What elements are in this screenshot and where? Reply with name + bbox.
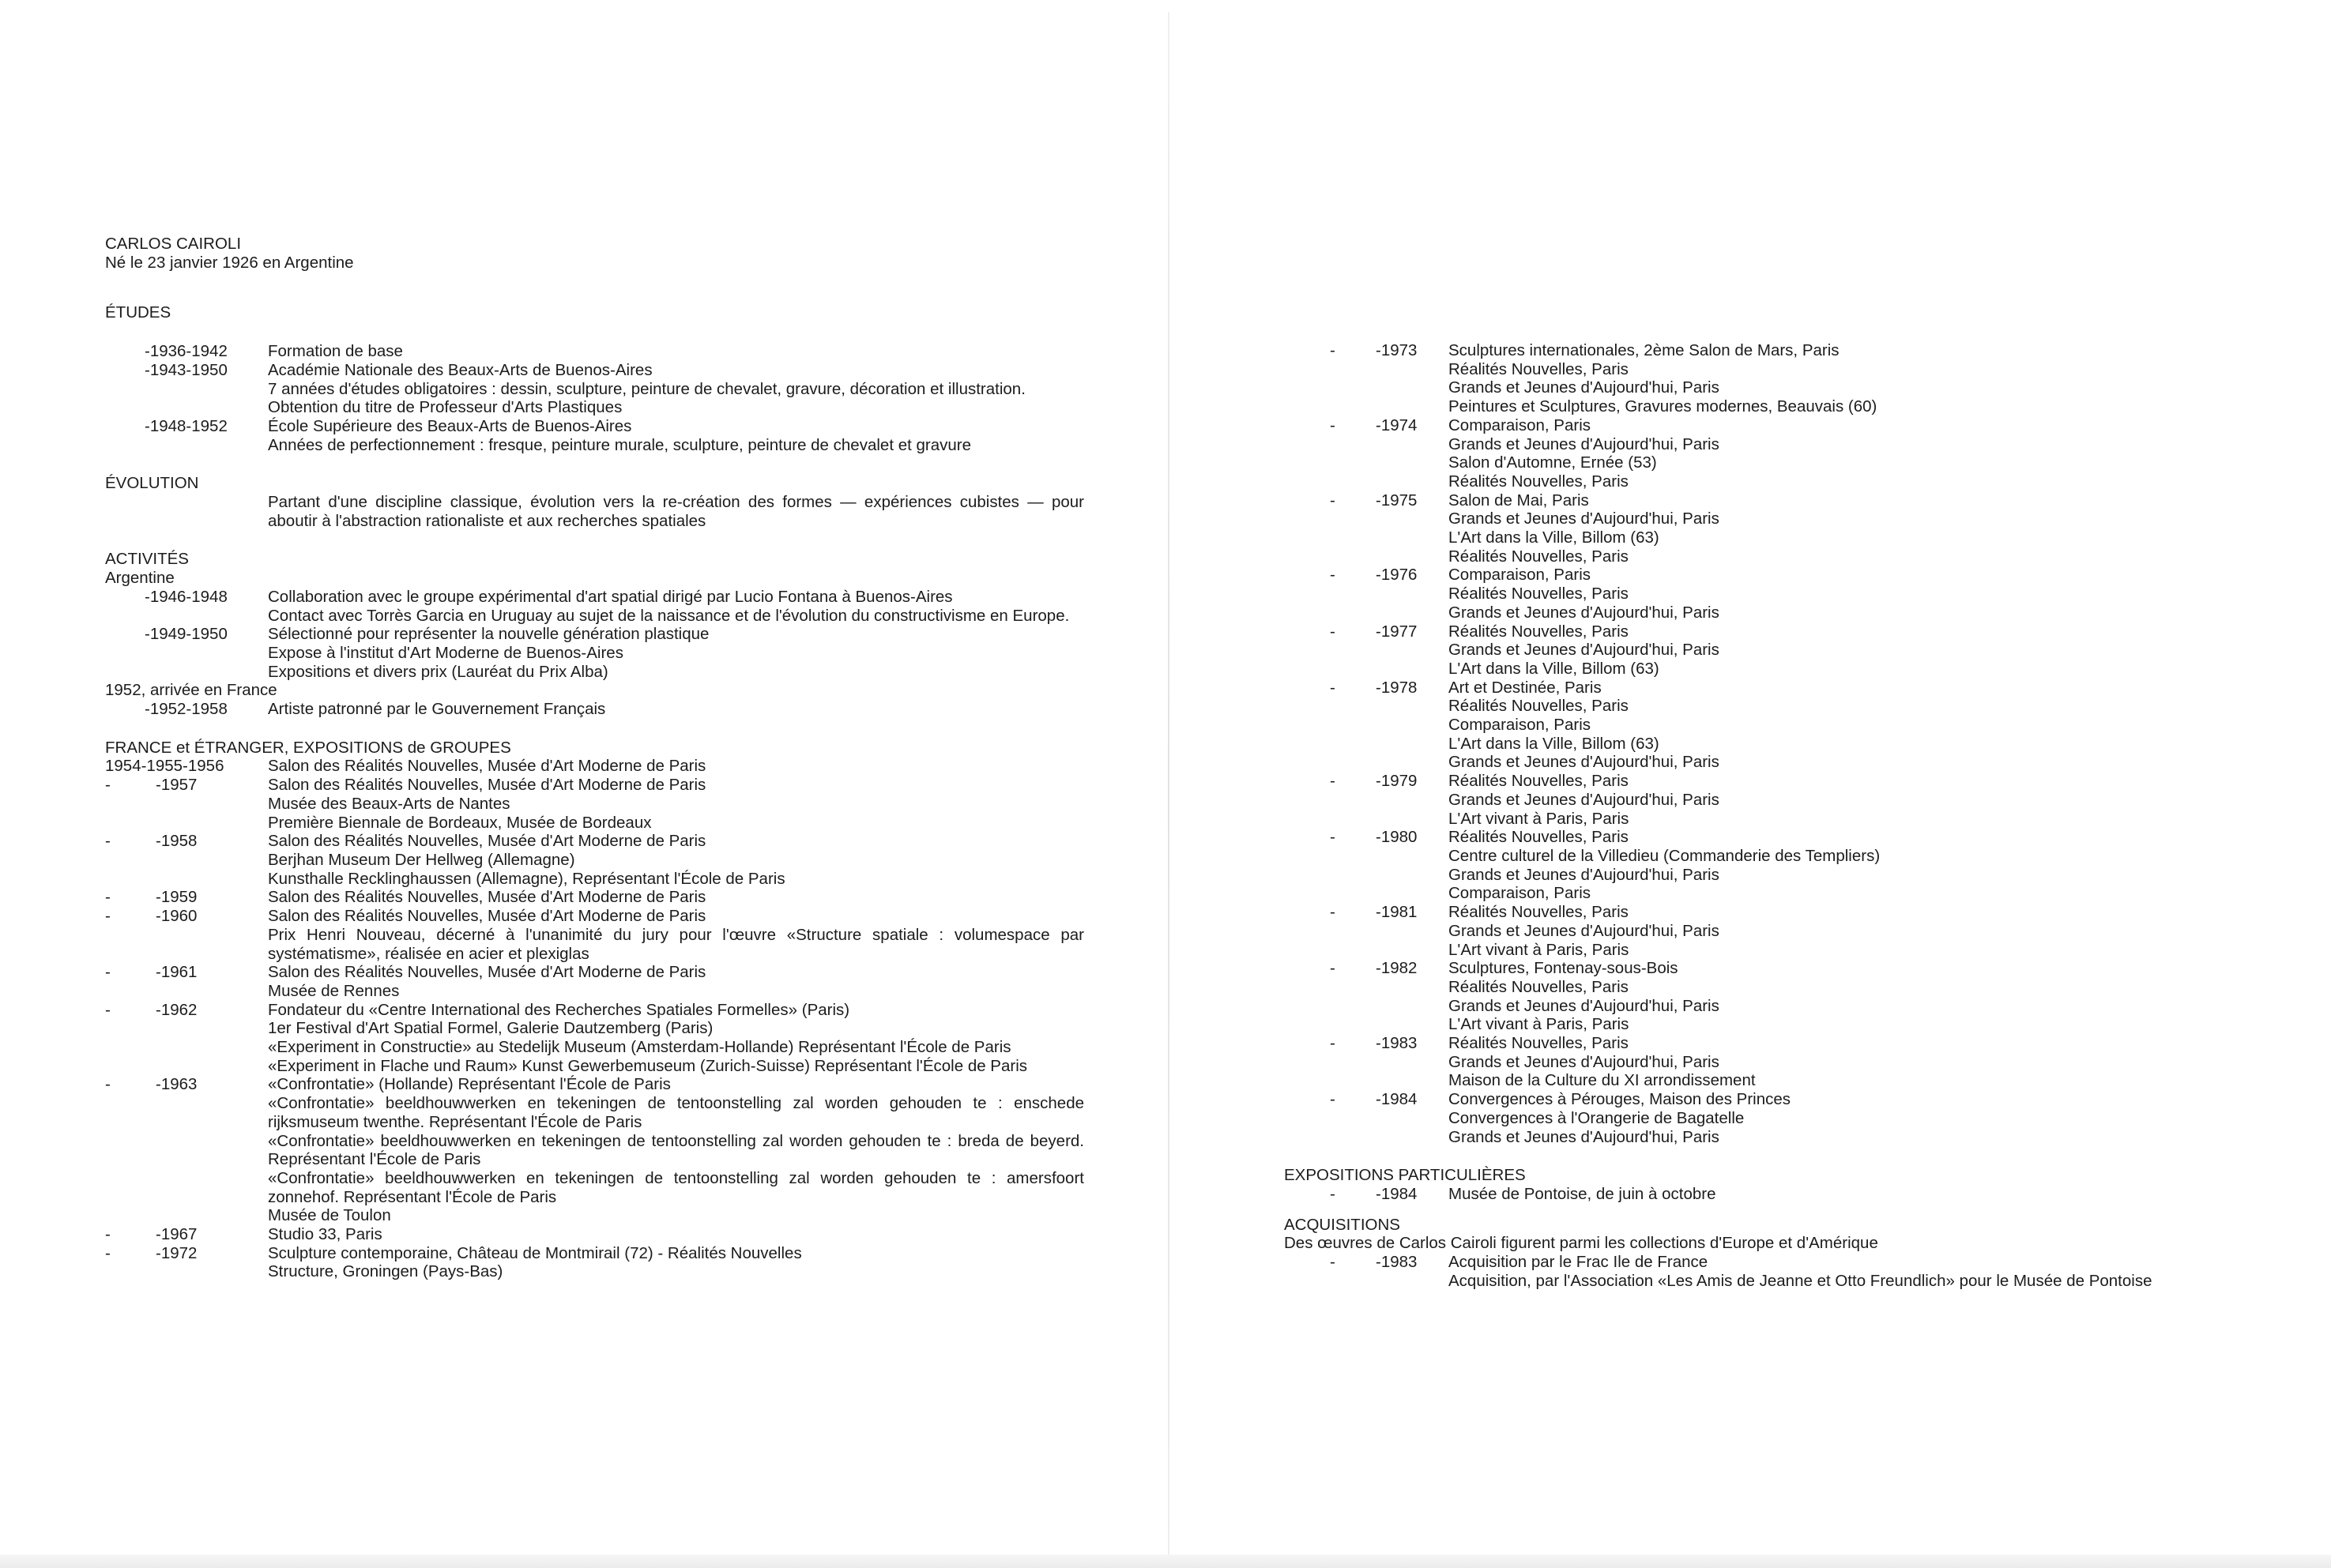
entry-block (268, 776, 1085, 832)
year-label: -1982 (1376, 959, 1418, 978)
entry-line: Salon d'Automne, Ernée (53) (1448, 453, 1657, 472)
entry-line: Grands et Jeunes d'Aujourd'hui, Paris (1448, 434, 1719, 453)
dash-marker: - (105, 1243, 111, 1262)
year-label: -1967 (156, 1225, 198, 1244)
entry-line: Grands et Jeunes d'Aujourd'hui, Paris (1448, 641, 1719, 660)
acquisitions-intro: Des œuvres de Carlos Cairoli figurent parmi les collections d'Europe et d'Amérique (1284, 1234, 1878, 1253)
dash-marker: - (105, 907, 111, 926)
year-label: -1978 (1376, 678, 1418, 697)
entry-line: «Confrontatie» beeldhouwwerken en tekeningen de tentoonstelling zal worden gehouden te : breda de beyerd. Représentant l'École de Paris (268, 1131, 1084, 1169)
activites-list (105, 588, 1085, 682)
entry-block (268, 417, 1085, 454)
entry-line: Grands et Jeunes d'Aujourd'hui, Paris (1448, 753, 1719, 772)
entry-line: Kunsthalle Recklinghaussen (Allemagne), Représentant l'École de Paris (268, 869, 785, 888)
dash-marker: - (1330, 566, 1335, 585)
timeline-row (1284, 772, 2280, 828)
year-label: -1976 (1376, 566, 1418, 585)
timeline-row (105, 888, 1085, 907)
year-label: 1954-1955-1956 (105, 757, 224, 776)
timeline-row (1284, 341, 2280, 416)
entry-line: «Confrontatie» (Hollande) Représentant l'École de Paris (268, 1075, 671, 1094)
year-label: -1948-1952 (145, 416, 228, 435)
year-label: -1984 (1376, 1090, 1418, 1109)
evolution-text: Partant d'une discipline classique, évolution vers la re-création des formes — expériences cubistes — pour aboutir à l'abstraction rationaliste et aux recherches spatiales (268, 493, 1084, 530)
timeline-row (105, 776, 1085, 832)
entry-line: Maison de la Culture du XI arrondissement (1448, 1071, 1756, 1090)
entry-line: Réalités Nouvelles, Paris (1448, 472, 1629, 491)
year-label: -1949-1950 (145, 625, 228, 644)
entry-line: Années de perfectionnement : fresque, peinture murale, sculpture, peinture de chevalet et gravure (268, 435, 972, 454)
entry-line: Réalités Nouvelles, Paris (1448, 585, 1629, 604)
entry-block (1448, 903, 2280, 959)
particulieres-heading: EXPOSITIONS PARTICULIÈRES (1284, 1166, 1526, 1185)
entry-line: Convergences à Pérouges, Maison des Princes (1448, 1090, 1791, 1109)
entry-line: Réalités Nouvelles, Paris (1448, 359, 1629, 378)
entry-line: Salon de Mai, Paris (1448, 491, 1589, 510)
timeline-row (105, 1075, 1085, 1225)
entry-line: L'Art dans la Ville, Billom (63) (1448, 659, 1659, 678)
entry-line: Réalités Nouvelles, Paris (1448, 977, 1629, 996)
year-label: -1958 (156, 832, 198, 851)
entry-block (1448, 491, 2280, 566)
entry-line: L'Art dans la Ville, Billom (63) (1448, 734, 1659, 753)
entry-line: Musée de Pontoise, de juin à octobre (1448, 1184, 1716, 1203)
year-label: -1979 (1376, 772, 1418, 791)
entry-block (1448, 416, 2280, 491)
groupes-first-row (105, 757, 1085, 776)
entry-line: Grands et Jeunes d'Aujourd'hui, Paris (1448, 1052, 1719, 1071)
year-label: -1961 (156, 963, 198, 982)
timeline-row (105, 361, 1085, 417)
entry-line: Sculpture contemporaine, Château de Montmirail (72) - Réalités Nouvelles (268, 1243, 802, 1262)
entry-block (268, 588, 1085, 625)
entry-line: Centre culturel de la Villedieu (Commanderie des Templiers) (1448, 846, 1881, 865)
entry-line: Salon des Réalités Nouvelles, Musée d'Art Moderne de Paris (268, 776, 706, 795)
entry-block (1448, 1253, 2280, 1290)
entry-line: Comparaison, Paris (1448, 716, 1591, 735)
year-label: -1943-1950 (145, 360, 228, 379)
year-label: -1936-1942 (145, 342, 228, 361)
birth-info: Né le 23 janvier 1926 en Argentine (105, 253, 354, 272)
timeline-row (1284, 959, 2280, 1034)
timeline-row (1284, 566, 2280, 622)
entry-line: Première Biennale de Bordeaux, Musée de Bordeaux (268, 813, 652, 832)
entry-block (268, 342, 1085, 361)
acquisitions-list (1284, 1253, 2280, 1290)
timeline-row (105, 700, 1085, 719)
activites-heading: ACTIVITÉS (105, 550, 189, 569)
entry-line: Fondateur du «Centre International des Recherches Spatiales Formelles» (Paris) (268, 1000, 850, 1019)
year-label: -1981 (1376, 903, 1418, 922)
groupes-heading: FRANCE et ÉTRANGER, EXPOSITIONS de GROUPES (105, 738, 511, 757)
entry-line: «Experiment in Flache und Raum» Kunst Gewerbemuseum (Zurich-Suisse) Représentant l'École de Paris (268, 1056, 1028, 1075)
dash-marker: - (1330, 1184, 1335, 1203)
entry-block (1448, 772, 2280, 828)
entry-block (268, 1075, 1085, 1225)
entry-block (268, 832, 1085, 888)
entry-line: Musée de Rennes (268, 981, 400, 1000)
entry-block (268, 1225, 1085, 1244)
dash-marker: - (1330, 828, 1335, 847)
entry-line: Grands et Jeunes d'Aujourd'hui, Paris (1448, 996, 1719, 1015)
timeline-row (105, 832, 1085, 888)
entry-line: L'Art dans la Ville, Billom (63) (1448, 528, 1659, 547)
entry-block (268, 907, 1085, 963)
entry-line: Comparaison, Paris (1448, 884, 1591, 903)
entry-line: Formation de base (268, 342, 403, 361)
entry-line: Musée des Beaux-Arts de Nantes (268, 794, 510, 813)
timeline-row (105, 342, 1085, 361)
timeline-row (1284, 1185, 2280, 1204)
dash-marker: - (1330, 678, 1335, 697)
dash-marker: - (105, 776, 111, 795)
entry-line: Artiste patronné par le Gouvernement Français (268, 700, 606, 719)
entry-line: Grands et Jeunes d'Aujourd'hui, Paris (1448, 603, 1719, 622)
page-fold (1168, 12, 1169, 1556)
entry-line: Musée de Toulon (268, 1206, 391, 1225)
etudes-list (105, 342, 1085, 454)
dash-marker: - (105, 1075, 111, 1094)
particulieres-list (1284, 1185, 2280, 1204)
year-label: -1952-1958 (145, 700, 228, 719)
entry-line: Prix Henri Nouveau, décerné à l'unanimité du jury pour l'œuvre «Structure spatiale : volumespace par systématisme», réalisée en acier et plexiglas (268, 925, 1084, 963)
dash-marker: - (1330, 1034, 1335, 1053)
entry-line: Académie Nationale des Beaux-Arts de Buenos-Aires (268, 360, 653, 379)
right-page (1284, 341, 2280, 1290)
entry-block (268, 963, 1085, 1000)
entry-block (1448, 679, 2280, 773)
entry-block (1448, 828, 2280, 903)
timeline-row (1284, 416, 2280, 491)
arrival-text: 1952, arrivée en France (105, 681, 277, 700)
dash-marker: - (105, 832, 111, 851)
year-label: -1973 (1376, 341, 1418, 359)
dash-marker: - (105, 1000, 111, 1019)
entry-line: Salon des Réalités Nouvelles, Musée d'Art Moderne de Paris (268, 907, 706, 926)
year-label: -1960 (156, 907, 198, 926)
year-label: -1983 (1376, 1253, 1418, 1272)
dash-marker: - (1330, 1253, 1335, 1272)
evolution-heading: ÉVOLUTION (105, 474, 199, 493)
entry-line: École Supérieure des Beaux-Arts de Buenos-Aires (268, 416, 632, 435)
entry-line: Acquisition, par l'Association «Les Amis de Jeanne et Otto Freundlich» pour le Musée de Pontoise (1448, 1271, 2152, 1290)
entry-block (268, 1244, 1085, 1281)
entry-line: Studio 33, Paris (268, 1225, 382, 1244)
entry-line: Réalités Nouvelles, Paris (1448, 903, 1629, 922)
acquisitions-heading: ACQUISITIONS (1284, 1215, 1400, 1234)
entry-line: Sculptures, Fontenay-sous-Bois (1448, 959, 1678, 978)
year-label: -1963 (156, 1075, 198, 1094)
entry-block (268, 700, 1085, 719)
arrival-list (105, 700, 1085, 719)
year-label: -1974 (1376, 416, 1418, 434)
artist-name: CARLOS CAIROLI (105, 235, 242, 253)
entry-line: Grands et Jeunes d'Aujourd'hui, Paris (1448, 921, 1719, 940)
entry-line: Comparaison, Paris (1448, 566, 1591, 585)
timeline-row (105, 963, 1085, 1000)
entry-block (1448, 622, 2280, 679)
entry-line: Convergences à l'Orangerie de Bagatelle (1448, 1108, 1745, 1127)
entry-line: Sculptures internationales, 2ème Salon de Mars, Paris (1448, 341, 1840, 359)
year-label: -1983 (1376, 1034, 1418, 1053)
entry-line: Art et Destinée, Paris (1448, 678, 1602, 697)
entry-line: Contact avec Torrès Garcia en Uruguay au sujet de la naissance et de l'évolution du constructivisme en Europe. (268, 606, 1070, 625)
timeline-row (105, 1244, 1085, 1281)
dash-marker: - (1330, 959, 1335, 978)
entry-block (268, 361, 1085, 417)
year-label: -1980 (1376, 828, 1418, 847)
entry-line: Sélectionné pour représenter la nouvelle génération plastique (268, 625, 710, 644)
activites-country: Argentine (105, 569, 175, 588)
entry-line: «Experiment in Constructie» au Stedelijk Museum (Amsterdam-Hollande) Représentant l'École de Paris (268, 1038, 1011, 1057)
timeline-row (105, 1225, 1085, 1244)
dash-marker: - (105, 888, 111, 907)
timeline-row (105, 1001, 1085, 1076)
year-label: -1972 (156, 1243, 198, 1262)
timeline-row (1284, 1090, 2280, 1146)
entry-block (1448, 566, 2280, 622)
entry-line: Peintures et Sculptures, Gravures modernes, Beauvais (60) (1448, 397, 1877, 416)
entry-line: Réalités Nouvelles, Paris (1448, 547, 1629, 566)
timeline-row (105, 588, 1085, 625)
year-label: -1975 (1376, 491, 1418, 510)
year-label: -1977 (1376, 622, 1418, 641)
year-label: -1957 (156, 776, 198, 795)
timeline-row (105, 417, 1085, 454)
entry-line: Obtention du titre de Professeur d'Arts Plastiques (268, 398, 623, 417)
dash-marker: - (1330, 903, 1335, 922)
page-bottom-edge (0, 1555, 2331, 1568)
right-list (1284, 341, 2280, 1146)
entry-line: Réalités Nouvelles, Paris (1448, 622, 1629, 641)
entry-line: Salon des Réalités Nouvelles, Musée d'Art Moderne de Paris (268, 888, 706, 907)
entry-block (1448, 959, 2280, 1034)
entry-line: Salon des Réalités Nouvelles, Musée d'Art Moderne de Paris (268, 757, 706, 776)
evolution-row (105, 493, 1085, 530)
dash-marker: - (105, 963, 111, 982)
timeline-row (1284, 679, 2280, 773)
timeline-row (1284, 491, 2280, 566)
entry-block (1448, 1185, 2280, 1204)
year-label: -1962 (156, 1000, 198, 1019)
timeline-row (105, 907, 1085, 963)
entry-line: Expose à l'institut d'Art Moderne de Buenos-Aires (268, 643, 623, 662)
entry-line: «Confrontatie» beeldhouwwerken en tekeningen de tentoonstelling zal worden gehouden te : amersfoort zonnehof. Représentant l'École de Paris (268, 1168, 1084, 1206)
etudes-heading: ÉTUDES (105, 303, 171, 322)
timeline-row (105, 625, 1085, 681)
entry-block (268, 1001, 1085, 1076)
dash-marker: - (1330, 416, 1335, 434)
entry-line: Expositions et divers prix (Lauréat du Prix Alba) (268, 662, 608, 681)
entry-block (268, 888, 1085, 907)
entry-line: Grands et Jeunes d'Aujourd'hui, Paris (1448, 865, 1719, 884)
entry-line: Acquisition par le Frac Ile de France (1448, 1253, 1708, 1272)
entry-line: L'Art vivant à Paris, Paris (1448, 809, 1629, 828)
entry-line: Salon des Réalités Nouvelles, Musée d'Art Moderne de Paris (268, 963, 706, 982)
groupes-list (105, 776, 1085, 1281)
year-label: -1946-1948 (145, 587, 228, 606)
dash-marker: - (1330, 772, 1335, 791)
entry-line: Réalités Nouvelles, Paris (1448, 828, 1629, 847)
timeline-row (1284, 1034, 2280, 1090)
entry-line: Réalités Nouvelles, Paris (1448, 697, 1629, 716)
entry-line: L'Art vivant à Paris, Paris (1448, 940, 1629, 959)
entry-line: 1er Festival d'Art Spatial Formel, Galerie Dautzemberg (Paris) (268, 1019, 714, 1038)
entry-line: 7 années d'études obligatoires : dessin, sculpture, peinture de chevalet, gravure, décoration et illustration. (268, 379, 1026, 398)
entry-line: Grands et Jeunes d'Aujourd'hui, Paris (1448, 1127, 1719, 1146)
entry-line: Grands et Jeunes d'Aujourd'hui, Paris (1448, 790, 1719, 809)
entry-block (1448, 1090, 2280, 1146)
dash-marker: - (105, 1225, 111, 1244)
year-label: -1959 (156, 888, 198, 907)
entry-line: Structure, Groningen (Pays-Bas) (268, 1262, 503, 1281)
dash-marker: - (1330, 622, 1335, 641)
entry-line: Salon des Réalités Nouvelles, Musée d'Art Moderne de Paris (268, 832, 706, 851)
entry-block (268, 625, 1085, 681)
entry-line: Grands et Jeunes d'Aujourd'hui, Paris (1448, 510, 1719, 528)
entry-block (1448, 1034, 2280, 1090)
dash-marker: - (1330, 341, 1335, 359)
entry-line: Grands et Jeunes d'Aujourd'hui, Paris (1448, 378, 1719, 397)
timeline-row (1284, 1253, 2280, 1290)
entry-line: Collaboration avec le groupe expérimental d'art spatial dirigé par Lucio Fontana à Buenos-Aires (268, 587, 953, 606)
left-page (105, 235, 1085, 1281)
entry-line: Berjhan Museum Der Hellweg (Allemagne) (268, 850, 575, 869)
entry-line: Réalités Nouvelles, Paris (1448, 772, 1629, 791)
dash-marker: - (1330, 491, 1335, 510)
entry-line: Comparaison, Paris (1448, 416, 1591, 434)
entry-line: Réalités Nouvelles, Paris (1448, 1034, 1629, 1053)
timeline-row (1284, 622, 2280, 679)
entry-line: L'Art vivant à Paris, Paris (1448, 1015, 1629, 1034)
entry-line: «Confrontatie» beeldhouwwerken en tekeningen de tentoonstelling zal worden gehouden te : enschede rijksmuseum twenthe. Représentant l'École de Paris (268, 1094, 1084, 1131)
dash-marker: - (1330, 1090, 1335, 1109)
entry-block (1448, 341, 2280, 416)
timeline-row (1284, 903, 2280, 959)
timeline-row (1284, 828, 2280, 903)
year-label: -1984 (1376, 1184, 1418, 1203)
